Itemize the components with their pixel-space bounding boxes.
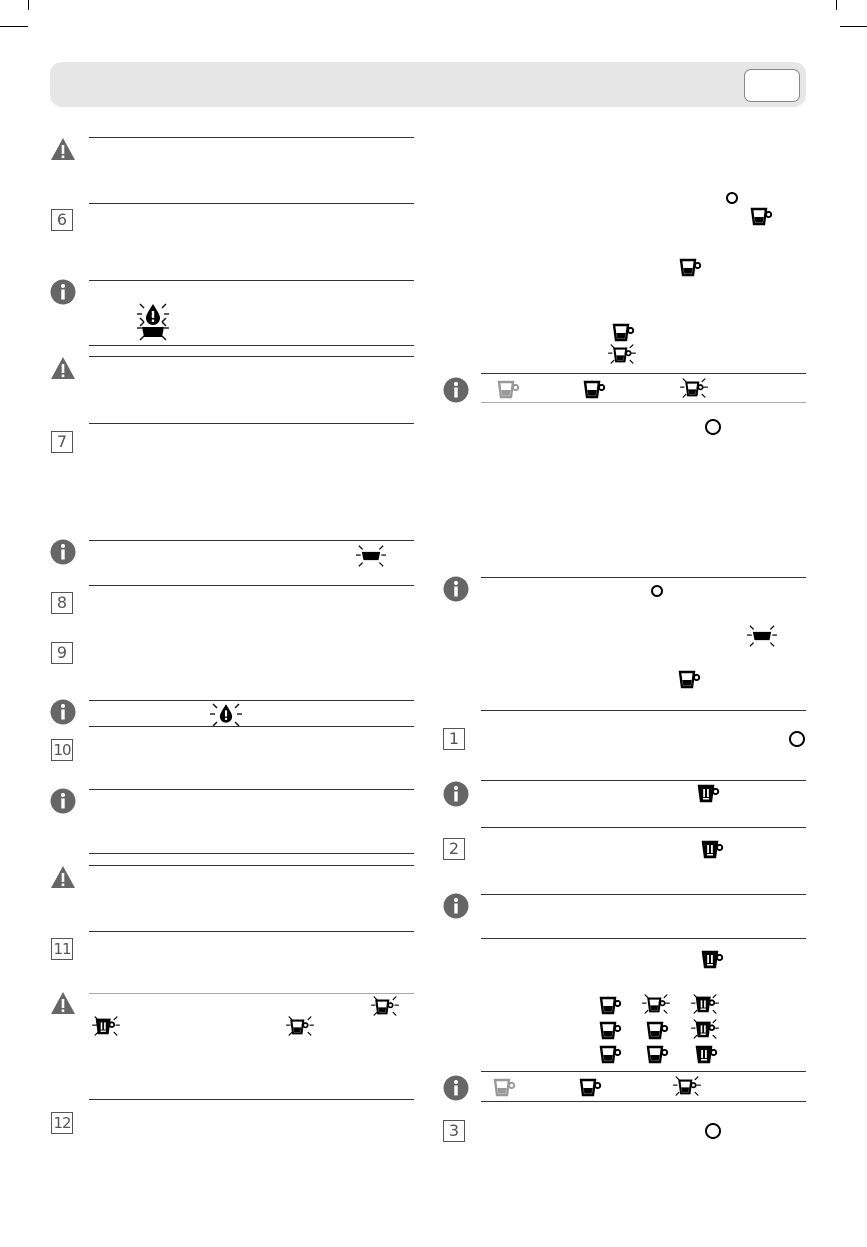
step-number: 2 xyxy=(443,838,465,860)
power-button-icon xyxy=(705,1123,721,1139)
step-number: 3 xyxy=(443,1120,465,1142)
divider xyxy=(481,780,806,781)
power-button-icon xyxy=(726,192,738,204)
warning-icon xyxy=(50,864,76,890)
coffee-cup-blinking-icon xyxy=(604,341,640,367)
divider xyxy=(89,1099,414,1100)
info-icon xyxy=(50,539,76,565)
divider xyxy=(89,280,414,281)
info-icon xyxy=(443,893,469,919)
coffee-cup-blinking-icon xyxy=(282,1013,318,1039)
coffee-cup-alert-icon xyxy=(696,783,720,803)
info-icon xyxy=(50,279,76,305)
info-icon xyxy=(443,576,469,602)
water-tank-blinking-icon xyxy=(351,542,391,570)
power-button-icon xyxy=(705,419,721,435)
step-number: 6 xyxy=(51,209,73,231)
crop-mark xyxy=(28,0,29,10)
coffee-cup-icon xyxy=(598,1044,622,1064)
power-button-icon xyxy=(651,585,663,597)
divider xyxy=(89,931,414,932)
crop-mark xyxy=(836,0,837,10)
divider xyxy=(481,710,806,711)
coffee-cup-icon xyxy=(678,257,702,277)
divider xyxy=(481,577,806,578)
coffee-cup-icon xyxy=(645,1020,669,1040)
coffee-cup-icon xyxy=(677,669,701,689)
step-number: 10 xyxy=(51,739,73,761)
warning-icon xyxy=(50,355,76,381)
coffee-cup-icon xyxy=(749,206,773,226)
coffee-cup-icon xyxy=(598,995,622,1015)
water-tank-blinking-icon xyxy=(133,300,173,344)
divider xyxy=(89,540,414,541)
divider xyxy=(481,894,806,895)
coffee-cup-blinking-icon xyxy=(676,375,712,401)
divider xyxy=(89,137,414,138)
divider xyxy=(89,853,414,854)
divider xyxy=(89,356,414,357)
divider xyxy=(89,993,414,994)
divider xyxy=(89,203,414,204)
coffee-cup-icon xyxy=(645,1044,669,1064)
coffee-cup-alert-blinking-icon xyxy=(88,1013,124,1039)
coffee-cup-icon xyxy=(582,379,606,399)
info-icon xyxy=(443,781,469,807)
info-icon xyxy=(443,1075,469,1101)
coffee-cup-alert-icon xyxy=(700,839,724,859)
crop-mark xyxy=(840,26,867,27)
coffee-cup-icon xyxy=(598,1020,622,1040)
divider xyxy=(481,1071,806,1072)
info-icon xyxy=(50,699,76,725)
divider xyxy=(89,789,414,790)
coffee-cup-blinking-icon xyxy=(367,993,403,1019)
coffee-cup-icon xyxy=(578,1077,602,1097)
divider xyxy=(89,726,414,727)
divider xyxy=(481,827,806,828)
step-number: 12 xyxy=(51,1112,73,1134)
step-number: 8 xyxy=(51,592,73,614)
power-button-icon xyxy=(789,731,805,747)
coffee-cup-alert-icon xyxy=(700,949,724,969)
divider xyxy=(89,865,414,866)
step-number: 9 xyxy=(51,642,73,664)
info-icon xyxy=(50,788,76,814)
divider xyxy=(89,423,414,424)
divider xyxy=(481,373,806,374)
language-box xyxy=(744,69,800,102)
divider xyxy=(89,585,414,586)
divider xyxy=(481,1101,806,1102)
crop-mark xyxy=(0,26,28,27)
divider xyxy=(89,345,414,346)
coffee-cup-blinking-icon xyxy=(669,1073,705,1099)
divider xyxy=(89,700,414,701)
coffee-cup-blinking-icon xyxy=(638,991,674,1017)
coffee-cup-off-icon xyxy=(496,379,520,399)
coffee-cup-off-icon xyxy=(492,1077,516,1097)
info-icon xyxy=(443,377,469,403)
coffee-cup-icon xyxy=(611,322,635,342)
divider xyxy=(481,938,806,939)
coffee-cup-alert-icon xyxy=(694,1044,718,1064)
step-number: 1 xyxy=(443,728,465,750)
coffee-cup-alert-blinking-icon xyxy=(687,1016,723,1042)
coffee-cup-alert-blinking-icon xyxy=(687,991,723,1017)
warning-icon xyxy=(50,136,76,162)
water-tank-blinking-icon xyxy=(742,622,782,650)
step-number: 11 xyxy=(51,938,73,960)
divider xyxy=(481,402,806,403)
step-number: 7 xyxy=(51,431,73,453)
warning-icon xyxy=(50,990,76,1016)
page-header xyxy=(50,62,806,107)
